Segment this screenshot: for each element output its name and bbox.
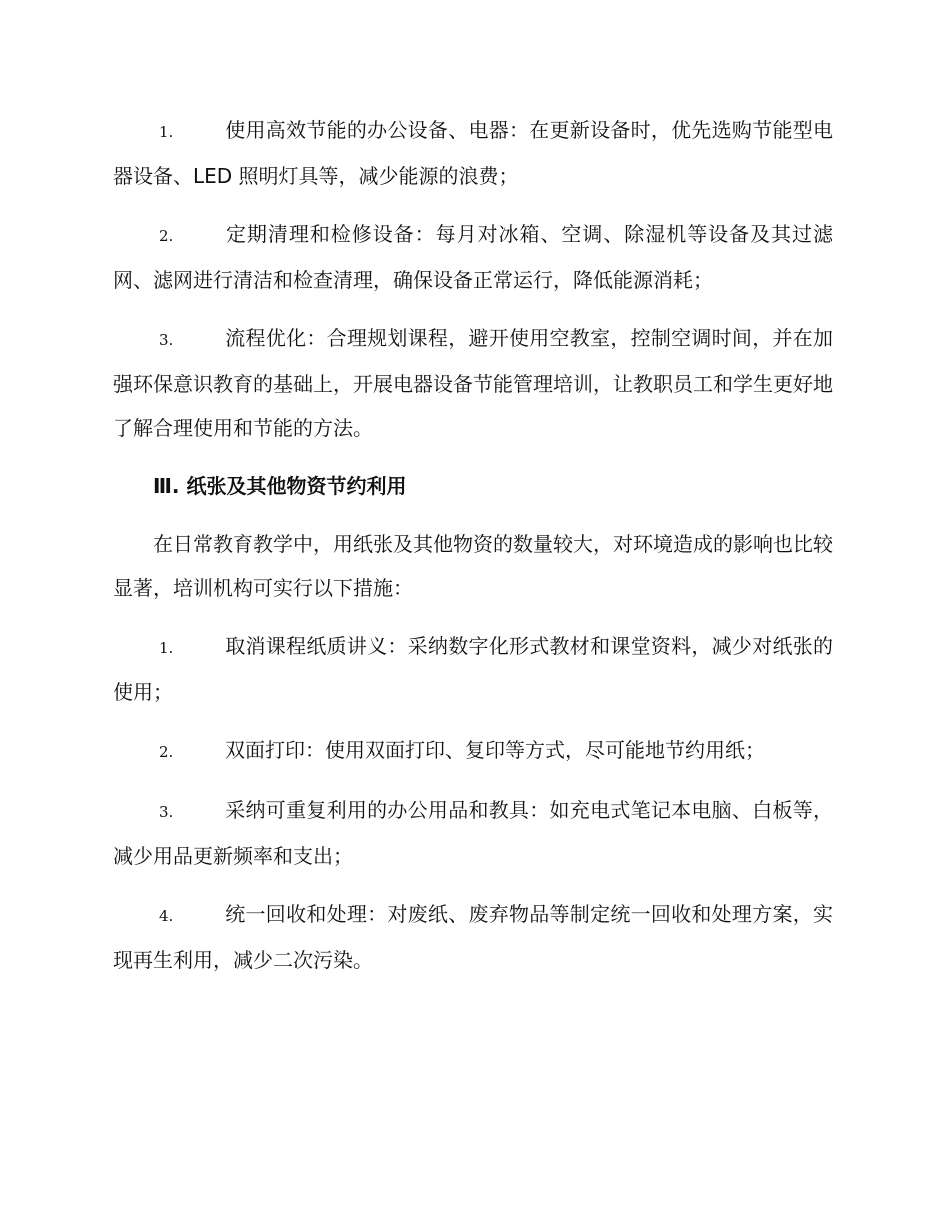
- list-item: [113, 108, 833, 198]
- list-text: 流程优化：合理规划课程，避开使用空教室，控制空调时间，并在加强环保意识教育的基础上，开展电器设备节能管理培训，让教职员工和学生更好地了解合理使用和节能的方法。: [113, 326, 833, 440]
- section-heading: Ⅲ. 纸张及其他物资节约利用: [153, 474, 407, 498]
- list-item: [113, 892, 833, 982]
- list-text: 使用高效节能的办公设备、电器：在更新设备时，优先选购节能型电器设备、LED 照明灯具等，减少能源的浪费；: [113, 118, 833, 188]
- list-item: [113, 728, 833, 774]
- list-text: 统一回收和处理：对废纸、废弃物品等制定统一回收和处理方案，实现再生利用，减少二次污染。: [113, 902, 833, 972]
- section-intro: 在日常教育教学中，用纸张及其他物资的数量较大，对环境造成的影响也比较显著，培训机构可实行以下措施：: [113, 532, 833, 600]
- list-number: 3.: [159, 331, 174, 349]
- list-item: [113, 788, 833, 878]
- list-item: [113, 212, 833, 302]
- list-number: 1.: [159, 123, 174, 141]
- list-number: 4.: [159, 907, 174, 925]
- list-text: 采纳可重复利用的办公用品和教具：如充电式笔记本电脑、白板等，减少用品更新频率和支出；: [113, 798, 833, 868]
- list-number: 3.: [159, 803, 174, 821]
- list-text: 双面打印：使用双面打印、复印等方式，尽可能地节约用纸；: [225, 738, 765, 762]
- list-item: [113, 624, 833, 714]
- list-text: 定期清理和检修设备：每月对冰箱、空调、除湿机等设备及其过滤网、滤网进行清洁和检查清理，确保设备正常运行，降低能源消耗；: [113, 222, 833, 292]
- list-item: [113, 316, 833, 450]
- list-number: 1.: [159, 639, 174, 657]
- document-body: [113, 108, 833, 996]
- list-text: 取消课程纸质讲义：采纳数字化形式教材和课堂资料，减少对纸张的使用；: [113, 634, 833, 704]
- list-number: 2.: [159, 743, 174, 761]
- list-number: 2.: [159, 227, 174, 245]
